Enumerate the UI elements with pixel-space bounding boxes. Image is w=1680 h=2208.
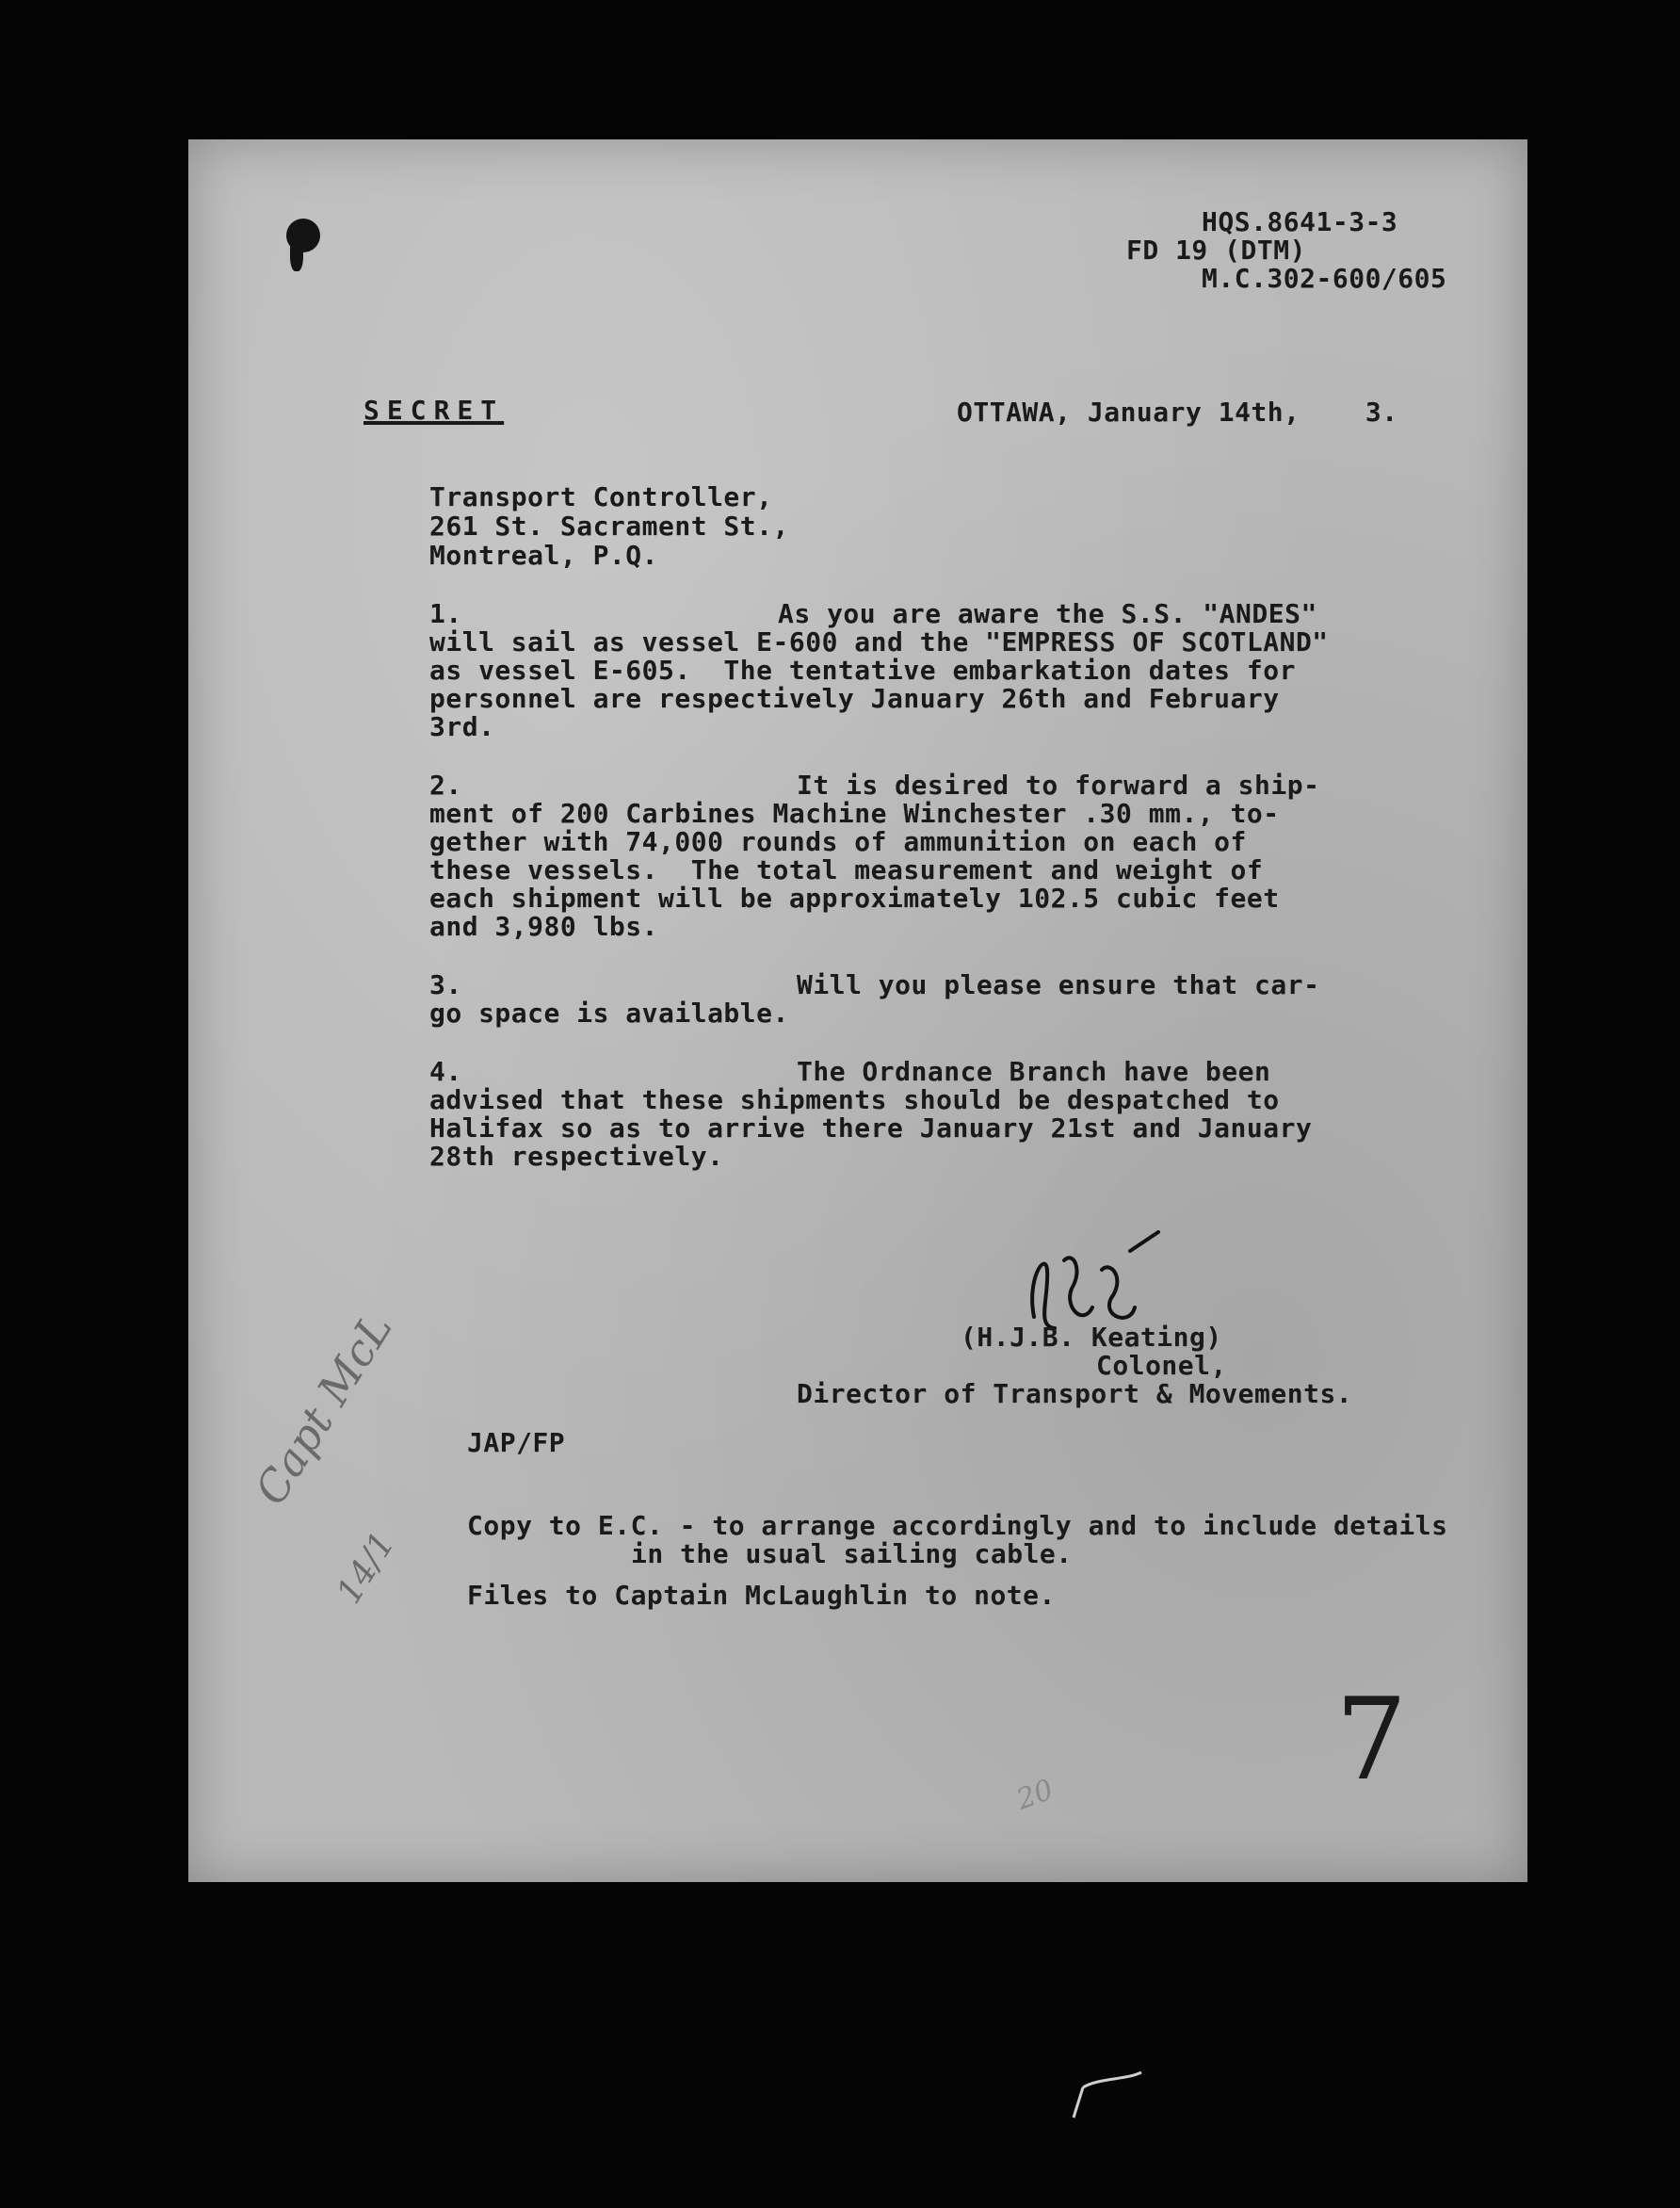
paragraph-1-line: as vessel E-605. The tentative embarkation dates for [429, 655, 1296, 686]
paragraph-2-line: gether with 74,000 rounds of ammunition on each of [429, 826, 1247, 857]
paragraph-4-line: 28th respectively. [429, 1141, 724, 1172]
paragraph-4-number: 4. [429, 1056, 462, 1087]
paragraph-1-number: 1. [429, 598, 462, 629]
pencil-mark: 20 [1012, 1773, 1058, 1817]
paragraph-1-line: 3rd. [429, 711, 495, 742]
copy-note-line-1: Copy to E.C. - to arrange accordingly and to include details [467, 1510, 1448, 1541]
signatory-name: (H.J.B. Keating) [961, 1322, 1222, 1353]
file-ref-line-1: HQS.8641-3-3 [1202, 206, 1398, 237]
paragraph-4-line: Halifax so as to arrive there January 21st and January [429, 1112, 1313, 1144]
paragraph-3-number: 3. [429, 969, 462, 1000]
margin-handwritten-number: 14/1 [330, 1525, 403, 1611]
paragraph-2-line: and 3,980 lbs. [429, 911, 659, 942]
handwritten-page-mark: 7 [1335, 1675, 1408, 1806]
paragraph-3-line: Will you please ensure that car- [797, 969, 1320, 1000]
dateline: OTTAWA, January 14th, 3. [957, 397, 1398, 428]
file-ref-line-3: M.C.302-600/605 [1202, 263, 1447, 294]
paragraph-2-line: It is desired to forward a ship- [797, 770, 1320, 801]
recipient-line-3: Montreal, P.Q. [429, 540, 659, 571]
border-scratch-mark [1070, 2069, 1145, 2125]
copy-note-line-2: in the usual sailing cable. [631, 1538, 1073, 1569]
paragraph-1-line: will sail as vessel E-600 and the "EMPRESS OF SCOTLAND" [429, 626, 1329, 658]
signatory-title: Director of Transport & Movements. [797, 1378, 1353, 1409]
files-note: Files to Captain McLaughlin to note. [467, 1580, 1056, 1611]
paragraph-3-line: go space is available. [429, 998, 789, 1029]
recipient-line-1: Transport Controller, [429, 481, 773, 512]
paragraph-1-line: As you are aware the S.S. "ANDES" [778, 598, 1317, 629]
paragraph-4-line: advised that these shipments should be despatched to [429, 1084, 1280, 1115]
classification-heading: SECRET [363, 395, 505, 426]
paragraph-2-number: 2. [429, 770, 462, 801]
recipient-line-2: 261 St. Sacrament St., [429, 511, 789, 542]
paragraph-2-line: ment of 200 Carbines Machine Winchester .30 mm., to- [429, 798, 1280, 829]
paragraph-1-line: personnel are respectively January 26th and February [429, 683, 1280, 714]
signatory-rank: Colonel, [1096, 1350, 1227, 1381]
paragraph-2-line: each shipment will be approximately 102.5 cubic feet [429, 883, 1280, 914]
reference-initials: JAP/FP [467, 1427, 566, 1458]
paragraph-2-line: these vessels. The total measurement and weight of [429, 854, 1264, 885]
letter-sheet [188, 139, 1527, 1882]
paragraph-4-line: The Ordnance Branch have been [797, 1056, 1271, 1087]
ink-blot [290, 235, 303, 271]
file-ref-line-2: FD 19 (DTM) [1126, 235, 1306, 266]
margin-handwritten-note: Capt McL [245, 1304, 402, 1514]
